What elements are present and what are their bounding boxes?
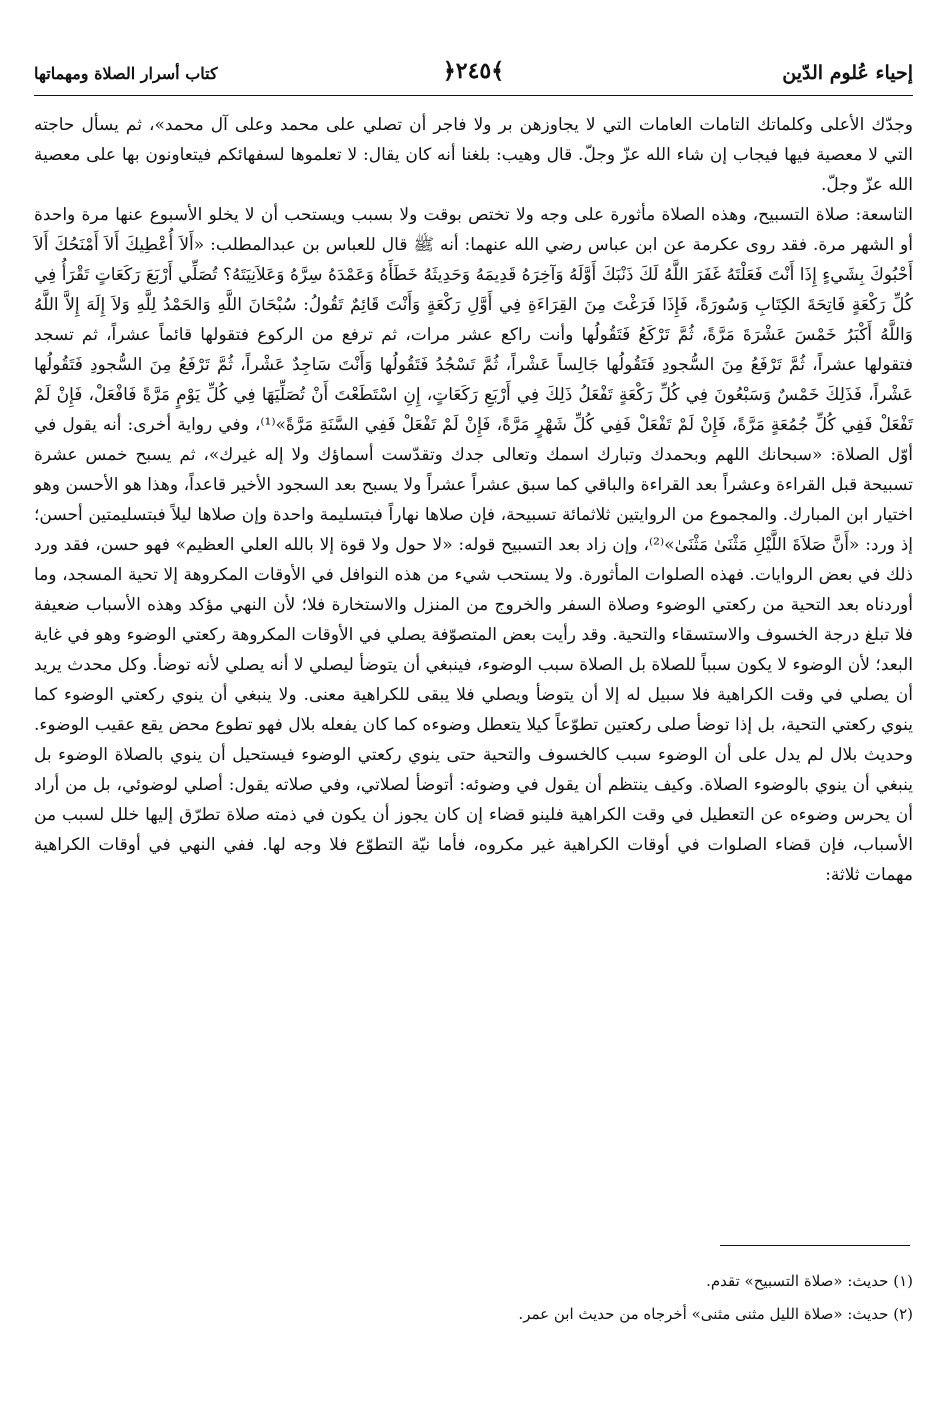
paragraph: التاسعة: صلاة التسبيح، وهذه الصلاة مأثورة على وجه ولا تختص بوقت ولا بسبب ويستحب أن لا يخلو الأسبوع عنها مرة واحدة أو الشهر مرة. فقد روى عكرمة عن ابن عباس رضي الله عنهما: أنه ﷺ قال للعباس بن عبدالمطلب: «أَلاَ أُعْطِيكَ أَلاَ أَمْنَحُكَ أَلاَ أَحْبُوكَ بِشَيءٍ إِذَا أَنْتَ فَعَلْتَهُ غَفَرَ اللَّهُ لَكَ ذَنْبَكَ أَوَّلَهُ وَآخِرَهُ قَدِيمَهُ وَحَدِيثَهُ خَطَأَهُ وَعَمْدَهُ سِرَّهُ وَعَلاَنِيَتَهُ؟ تُصَلِّي أَرْبَعَ رَكَعَاتٍ تَقْرَأُ فِي كُلِّ رَكْعَةٍ فَاتِحَةَ الكِتَابِ وَسُورَةً، فَإِذَا فَرَغْتَ مِنَ القِرَاءَةِ فِي أَوَّلِ رَكْعَةٍ وَأَنْتَ قَائِمٌ تَقُولُ: سُبْحَانَ اللَّهِ وَالحَمْدُ لِلَّهِ وَلاَ إِلَهَ إِلاَّ اللَّهُ وَاللَّهُ أَكْبَرُ خَمْسَ عَشْرَةَ مَرَّةً، ثُمَّ تَرْكَعُ فَتَقُولُها وأنت راكع عشر مرات، ثم ترفع من الركوع فتقولها قائماً عشراً، ثم تسجد فتقولها عشراً، ثُمَّ تَرْفَعُ مِنَ السُّجودِ فَتَقُولُها جَالِساً عَشْراً، ثُمَّ تَسْجُدُ فَتَقُولُها وَأَنْتَ سَاجِدٌ عَشْراً، ثُمَّ تَرْفَعُ مِنَ السُّجودِ فَتَقُولُها عَشْراً، فَذَلِكَ خَمْسٌ وَسَبْعُونَ فِي كُلِّ رَكْعَةٍ تَفْعَلُ ذَلِكَ فِي أَرْبَعِ رَكَعَاتٍ، إِنِ اسْتَطَعْتَ أَنْ تُصَلِّيَهَا فِي كُلِّ يَوْمٍ مَرَّةً فَافْعَلْ، فَإِنْ لَمْ تَفْعَلْ فَفِي كُلِّ جُمُعَةٍ مَرَّةً، فَإِنْ لَمْ تَفْعَلْ فَفِي كُلِّ شَهْرٍ مَرَّةً، فَإِنْ لَمْ تَفْعَلْ فَفِي السَّنَةِ مَرَّةً»⁽¹⁾، وفي رواية أخرى: أنه يقول في أوّل الصلاة: «سبحانك اللهم وبحمدك وتبارك اسمك وتعالى جدك وتقدّست أسماؤك ولا إله غيرك»، ثم يسبح خمس عشرة تسبيحة قبل القراءة وعشراً بعد القراءة والباقي كما سبق عشراً عشراً ولا يسبح بعد السجود الأخير قاعداً، وهذا هو الأحسن وهو اختيار ابن المبارك. والمجموع من الروايتين ثلاثمائة تسبيحة، فإن صلاها نهاراً فبتسليمة واحدة وإن صلاها ليلاً فبتسليمتين أحسن؛ إذ ورد: «أَنَّ صَلاَةَ اللَّيْلِ مَثْنَىٰ مَثْنَىٰ»⁽²⁾، وإن زاد بعد التسبيح قوله: «لا حول ولا قوة إلا بالله العلي العظيم» فهو حسن، فقد ورد ذلك في بعض الروايات. فهذه الصلوات المأثورة. ولا يستحب شيء من هذه النوافل في الأوقات المكروهة إلا تحية المسجد، وما أوردناه بعد التحية من ركعتي الوضوء وصلاة السفر والخروج من المنزل والاستخارة فلا؛ لأن النهي مؤكد وهذه الأسباب ضعيفة فلا تبلغ درجة الخسوف والاستسقاء والتحية. وقد رأيت بعض المتصوّفة يصلي في الأوقات المكروهة ركعتي الوضوء وهو في غاية البعد؛ لأن الوضوء لا يكون سبباً للصلاة بل الصلاة سبب الوضوء، فينبغي أن يتوضأ ليصلي لا أنه يصلي لأنه توضأ. وكل محدث يريد أن يصلي في وقت الكراهية فلا سبيل له إلا أن يتوضأ ويصلي فلا يبقى للكراهية معنى. ولا ينبغي أن ينوي ركعتي الوضوء كما ينوي ركعتي التحية، بل إذا توضأ صلى ركعتين تطوّعاً كيلا يتعطل وضوءه كما كان يفعله بلال فهو تطوع محض يقع عقيب الوضوء. وحديث بلال لم يدل على أن الوضوء سبب كالخسوف والتحية حتى ينوي ركعتي الوضوء فيستحيل أن ينوي بالصلاة الوضوء بل ينبغي أن ينوي بالوضوء الصلاة. وكيف ينتظم أن يقول في وضوئه: أتوضأ لصلاتي، وفي صلاته يقول: أصلي لوضوئي، بل من أراد أن يحرس وضوءه عن التعطيل في وقت الكراهية فلينو قضاء إن كان يجوز أن يكون في ذمته صلاة تطرّق إليها خلل لسبب من الأسباب، فإن قضاء الصلوات في أوقات الكراهية غير مكروه، فأما نيّة التطوّع فلا وجه لها. ففي النهي في أوقات الكراهية مهمات ثلاثة: [34,205,914,885]
book-title: إحياء عُلوم الدّين [782,62,913,84]
page-header [34,56,913,90]
header-rule [34,95,913,96]
main-text [34,110,913,890]
paragraph: وجدّك الأعلى وكلماتك التامات العامات التي لا يجاوزهن بر ولا فاجر أن تصلي على محمد وعلى آل محمد»، ثم يسأل حاجته التي لا معصية فيها فيجاب إن شاء الله عزّ وجلّ. قال وهيب: بلغنا أنه كان يقال: لا تعلموها لسفهائكم فيتعاونون بها على معصية الله عزّ وجلّ. [34,115,913,195]
page-number: ﴿٢٤٥﴾ [442,58,505,84]
footnotes [34,1265,913,1331]
chapter-title: كتاب أسرار الصلاة ومهماتها [34,64,218,83]
footnote: (١) حديث: «صلاة التسبيح» تقدم. [706,1272,913,1290]
footnote-rule [720,1245,910,1246]
footnote: (٢) حديث: «صلاة الليل مثنى مثنى» أخرجاه من حديث ابن عمر. [518,1305,913,1323]
